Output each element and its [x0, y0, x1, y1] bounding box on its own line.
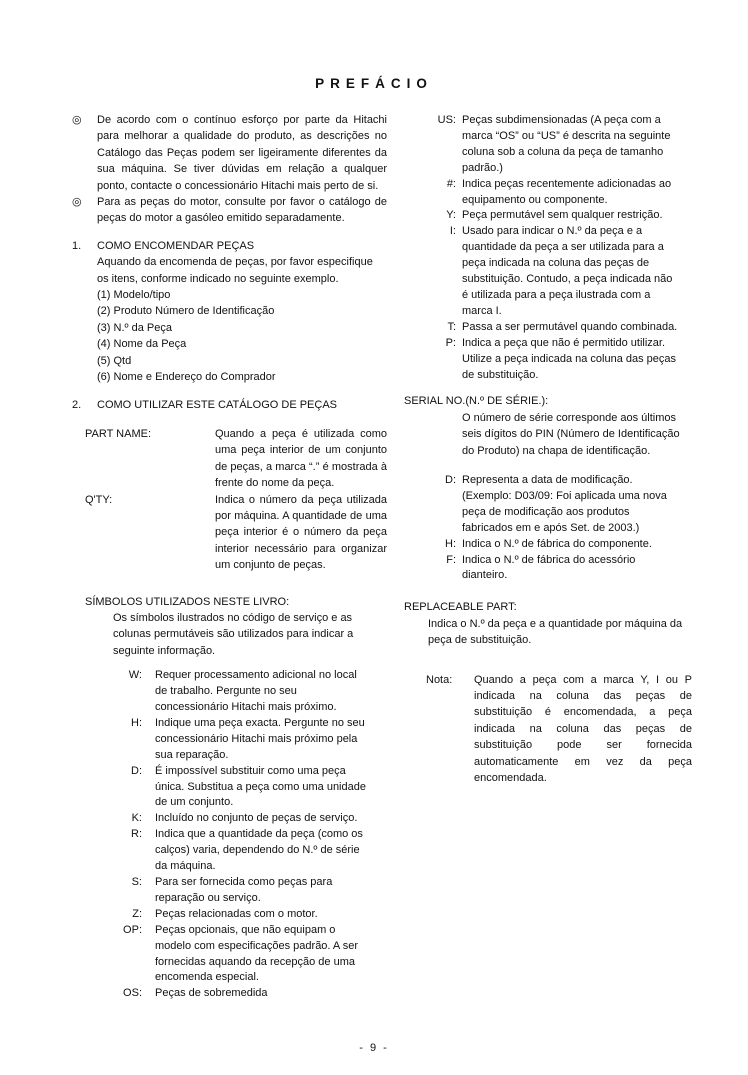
order-item: (1) Modelo/tipo [97, 289, 171, 302]
symbol-label: I: [449, 225, 456, 238]
symbol-description: Representa a data de modificação. (Exemplo: D03/09: Foi aplicada uma nova peça de modificação aos produtos fabricados em e após Set. de 2003.) [462, 474, 667, 534]
order-item: (5) Qtd [97, 354, 132, 367]
symbol-list-right [404, 113, 694, 383]
symbol-description: Indica peças recentemente adicionadas ao equipamento ou componente. [462, 177, 672, 206]
symbol-label: Y: [446, 209, 456, 222]
symbol-label: W: [128, 669, 142, 682]
serial-no-body: O número de série corresponde aos últimos seis dígitos do PIN (Número de Identificação do Produto) na chapa de identificação. [462, 411, 680, 457]
symbol-description: Incluído no conjunto de peças de serviço. [155, 812, 358, 825]
symbol-description: Indique uma peça exacta. Pergunte no seu concessionário Hitachi mais próximo pela sua reparação. [155, 716, 365, 761]
symbol-label: H: [445, 537, 456, 550]
section-number: 2. [72, 398, 82, 411]
symbol-label: K: [131, 812, 142, 825]
symbol-label: US: [437, 114, 456, 126]
definition-list [72, 426, 387, 574]
definition-text: Quando a peça é utilizada como uma peça interior de um conjunto de peças, a marca “.” é mostrada à frente do nome da peça. [215, 427, 387, 490]
symbol-row [404, 537, 694, 553]
nota-block [404, 672, 694, 787]
left-column [72, 112, 387, 1002]
definition-row [72, 426, 387, 492]
section-how-to-use [72, 397, 387, 413]
symbol-row [404, 553, 694, 585]
section-heading [72, 397, 387, 413]
order-items-list [72, 287, 387, 385]
symbol-description: Usado para indicar o N.º da peça e a quantidade da peça a ser utilizada para a peça indicada na coluna das peças de substituição. Contudo, a peça indicada não é utilizada para a peça ilustrada com a marca I. [462, 225, 673, 317]
section-number: 1. [72, 239, 82, 252]
symbol-description: É impossível substituir como uma peça única. Substitua a peça como uma unidade de um conjunto. [155, 764, 366, 809]
symbol-label: S: [131, 875, 142, 888]
symbol-row [72, 875, 387, 907]
definition-label: Q'TY: [85, 493, 113, 506]
symbol-label: D: [445, 474, 456, 487]
symbol-description: Indica que a quantidade da peça (como os calços) varia, dependendo do N.º de série da máquina. [155, 828, 363, 873]
symbol-label: F: [446, 553, 456, 566]
symbol-row [72, 827, 387, 875]
order-item: (6) Nome e Endereço do Comprador [97, 371, 276, 384]
section-title: COMO ENCOMENDAR PEÇAS [97, 239, 255, 252]
definition-label: PART NAME: [85, 427, 152, 440]
symbol-row [404, 320, 694, 336]
symbol-row [404, 336, 694, 384]
symbol-description: Peças opcionais, que não equipam o modelo com especificações padrão. A ser fornecidas aquando da recepção de uma encomenda especial. [155, 923, 359, 984]
symbol-label: D: [131, 764, 142, 777]
intro-bullet-text: De acordo com o contínuo esforço por parte da Hitachi para melhorar a qualidade do produto, as descrições no Catálogo das Peças podem ser ligeiramente diferentes da sua máquina. Se tiver dúvidas em relação a qualquer ponto, contacte o concessionário Hitachi mais perto de si. [97, 114, 387, 192]
symbol-description: Indica o N.º de fábrica do componente. [462, 537, 652, 550]
page-number: - 9 - [359, 1042, 389, 1054]
nota-label: Nota: [426, 673, 453, 686]
definition-text: Indica o número da peça utilizada por máquina. A quantidade de uma peça interior é o número da peça interior necessário para organizar um conjunto de peças. [215, 493, 387, 572]
intro-bullet-list [72, 112, 387, 227]
symbol-row [72, 668, 387, 716]
order-item: (3) N.º da Peça [97, 321, 172, 334]
serial-no-header: SERIAL NO.(N.º DE SÉRIE.): [404, 395, 549, 408]
symbol-description: Requer processamento adicional no local de trabalho. Pergunte no seu concessionário Hitachi mais próximo. [155, 669, 357, 713]
intro-bullet-text: Para as peças do motor, consulte por favor o catálogo de peças do motor a gasóleo emitido separadamente. [97, 196, 387, 225]
symbol-label: P: [445, 336, 456, 349]
symbol-label: OP: [123, 923, 142, 936]
symbol-list-left [72, 668, 387, 1002]
page-title: PREFÁCIO [315, 76, 433, 91]
replaceable-part-header: REPLACEABLE PART: [404, 601, 517, 614]
intro-bullet-item [72, 194, 387, 227]
symbol-row [404, 473, 694, 537]
symbol-description: Peças de sobremedida [155, 987, 268, 1000]
replaceable-part-body: Indica o N.º da peça e a quantidade por máquina da peça de substituição. [428, 617, 683, 647]
symbols-section-intro: Os símbolos ilustrados no código de serviço e as colunas permutáveis são utilizados para indicar a seguinte informação. [113, 611, 354, 657]
symbol-row [404, 224, 694, 319]
symbol-row [404, 177, 694, 209]
symbol-row [72, 907, 387, 923]
symbol-description: Indica a peça que não é permitido utilizar. Utilize a peça indicada na coluna das peças de substituição. [462, 336, 677, 381]
definition-row [72, 492, 387, 574]
serial-symbol-list [404, 473, 694, 584]
symbol-label: H: [131, 716, 142, 729]
order-item: (2) Produto Número de Identificação [97, 305, 275, 318]
symbol-label: #: [446, 177, 456, 190]
symbol-description: Indica o N.º de fábrica do acessório dianteiro. [462, 553, 636, 582]
symbol-row [72, 986, 387, 1002]
symbol-row [72, 923, 387, 987]
symbol-label: OS: [123, 987, 142, 1000]
right-column [404, 113, 694, 786]
symbol-row [404, 113, 694, 177]
symbol-label: Z: [132, 907, 142, 920]
circle-bullet-icon: ◎ [72, 114, 82, 126]
circle-bullet-icon: ◎ [72, 196, 82, 209]
symbol-row [72, 764, 387, 812]
symbol-label: T: [447, 320, 456, 333]
symbols-section-header: SÍMBOLOS UTILIZADOS NESTE LIVRO: [85, 595, 290, 608]
symbol-description: Peça permutável sem qualquer restrição. [462, 209, 663, 222]
symbol-description: Peças subdimensionadas (A peça com a marca “OS” ou “US” é descrita na seguinte coluna sob a coluna da peça de tamanho padrão.) [462, 114, 671, 174]
order-item: (4) Nome da Peça [97, 338, 187, 351]
symbol-description: Para ser fornecida como peças para reparação ou serviço. [155, 875, 333, 904]
intro-bullet-item [72, 112, 387, 194]
symbol-description: Peças relacionadas com o motor. [155, 907, 318, 920]
symbol-description: Passa a ser permutável quando combinada. [462, 320, 678, 333]
symbol-label: R: [131, 828, 142, 841]
nota-text: Quando a peça com a marca Y, I ou P indicada na coluna das peças de substituição é encomendada, a peça indicada na coluna das peças de substituição pode ser fornecida automaticamente em vez da peça encomendada. [474, 673, 692, 785]
section-heading [72, 238, 387, 254]
symbol-row [72, 811, 387, 827]
section-how-to-order [72, 238, 387, 386]
symbol-row [72, 716, 387, 764]
section-title: COMO UTILIZAR ESTE CATÁLOGO DE PEÇAS [97, 398, 338, 411]
symbol-row [404, 208, 694, 224]
section-body: Aquando da encomenda de peças, por favor especifique os itens, conforme indicado no seguinte exemplo. [97, 256, 373, 285]
